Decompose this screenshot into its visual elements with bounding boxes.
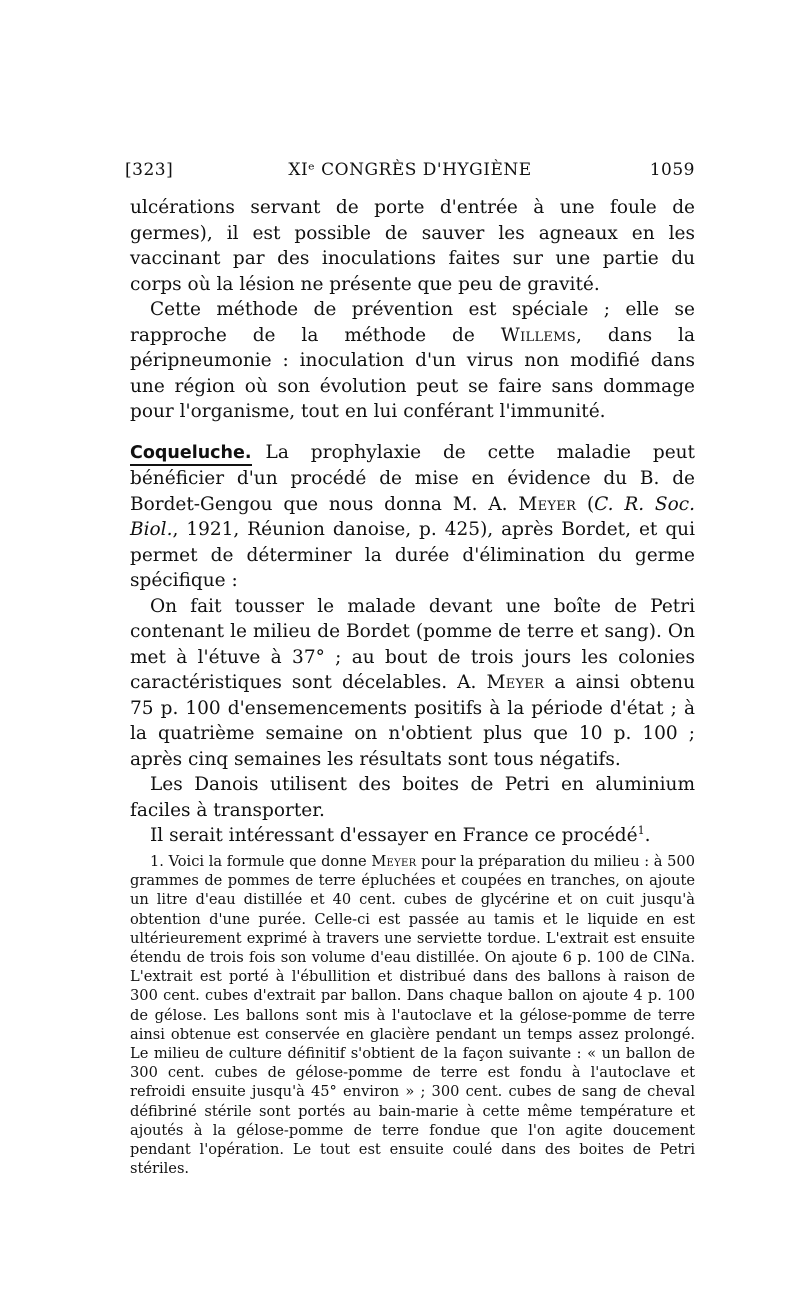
paragraph-3-text-a: La prophylaxie de cette maladie peut bénéficier d'un procédé de mise en évidence du B. de Bordet-Gengou que nous donna M. A. (130, 441, 695, 515)
body-text (130, 195, 695, 849)
journal-reference: C. R. Soc. Biol. (130, 493, 695, 540)
paragraph-4 (130, 594, 695, 773)
paragraph-6 (130, 823, 695, 849)
paragraph-2-text-a: Cette méthode de prévention est spéciale ; elle se rapproche de la méthode de (130, 299, 695, 346)
paragraph-5: Les Danois utilisent des boites de Petri en aluminium faciles à transporter. (130, 774, 695, 821)
paragraph-6-text: Il serait intéressant d'essayer en France ce procédé (150, 825, 638, 846)
author-name: Meyer (371, 853, 417, 870)
paragraph-6-end: . (644, 825, 651, 846)
footnote-text-b: pour la préparation du milieu : à 500 grammes de pommes de terre épluchées et coupées en tranches, on ajoute un litre d'eau distillée et 40 cent. cubes de glycérine et on cuit jusqu'à obtention d'une purée. Celle-ci est passée au tamis et le liquide en est ultérieurement exprimé à travers une serviette tordue. L'extrait est ensuite étendu de trois fois son volume d'eau distillée. On ajoute 6 p. 100 de ClNa. L'extrait est porté à l'ébullition et distribué dans des ballons à raison de 300 cent. cubes d'extrait par ballon. Dans chaque ballon on ajoute 4 p. 100 de gélose. Les ballons sont mis à l'autoclave et la gélose-pomme de terre ainsi obtenue est conservée en glacière pendant un temps assez prolongé. Le milieu de culture définitif s'obtient de la façon suivante : « un ballon de 300 cent. cubes de gélose-pomme de terre est fondu à l'autoclave et refroidi ensuite jusqu'à 45° environ » ; 300 cent. cubes de sang de cheval défibriné stérile sont portés au bain-marie à cette même température et ajoutés à la gélose-pomme de terre fondue que l'on agite doucement pendant l'opération. Le tout est ensuite coulé dans des boites de Petri stériles. (130, 853, 695, 1178)
section-title: Coqueluche. (130, 443, 252, 466)
paragraph-2 (130, 297, 695, 425)
footnote-text (130, 852, 695, 1178)
paragraph-3-text-b: , 1921, Réunion danoise, p. 425), après Bordet, et qui permet de déterminer la durée d'élimination du germe spécifique : (130, 519, 695, 591)
page-reference: [323] (125, 160, 174, 180)
author-name: Meyer (518, 493, 577, 515)
paragraph-4-text-a: On fait tousser le malade devant une boîte de Petri contenant le milieu de Bordet (pomme de terre et sang). On met à l'étuve à 37° ; au bout de trois jours les colonies caractéristiques sont décelables. A. (130, 595, 695, 693)
paragraph-3-open: ( (576, 493, 595, 515)
page-number: 1059 (649, 160, 695, 180)
paragraph-3 (130, 440, 695, 594)
paragraph-4-text-b: a ainsi obtenu 75 p. 100 d'ensemencements positifs à la période d'état ; à la quatrième semaine on n'obtient plus que 10 p. 100 ; après cinq semaines les résultats sont tous négatifs. (130, 672, 695, 770)
footnote-marker: 1 (637, 823, 645, 837)
paragraph-2-text-b: , dans la péripneumonie : inoculation d'un virus non modifié dans une région où son évolution peut se faire sans dommage pour l'organisme, tout en lui conférant l'immunité. (130, 324, 696, 422)
author-name: Meyer (486, 672, 545, 693)
footnote (130, 852, 695, 1178)
running-title: XIᵉ CONGRÈS D'HYGIÈNE (288, 160, 532, 180)
paragraph-1: ulcérations servant de porte d'entrée à une foule de germes), il est possible de sauver les agneaux en les vaccinant par des inoculations faites sur une partie du corps où la lésion ne présente que peu de gravité. (130, 197, 695, 295)
footnote-text-a: 1. Voici la formule que donne (150, 853, 367, 870)
author-name: Willems (500, 324, 577, 346)
